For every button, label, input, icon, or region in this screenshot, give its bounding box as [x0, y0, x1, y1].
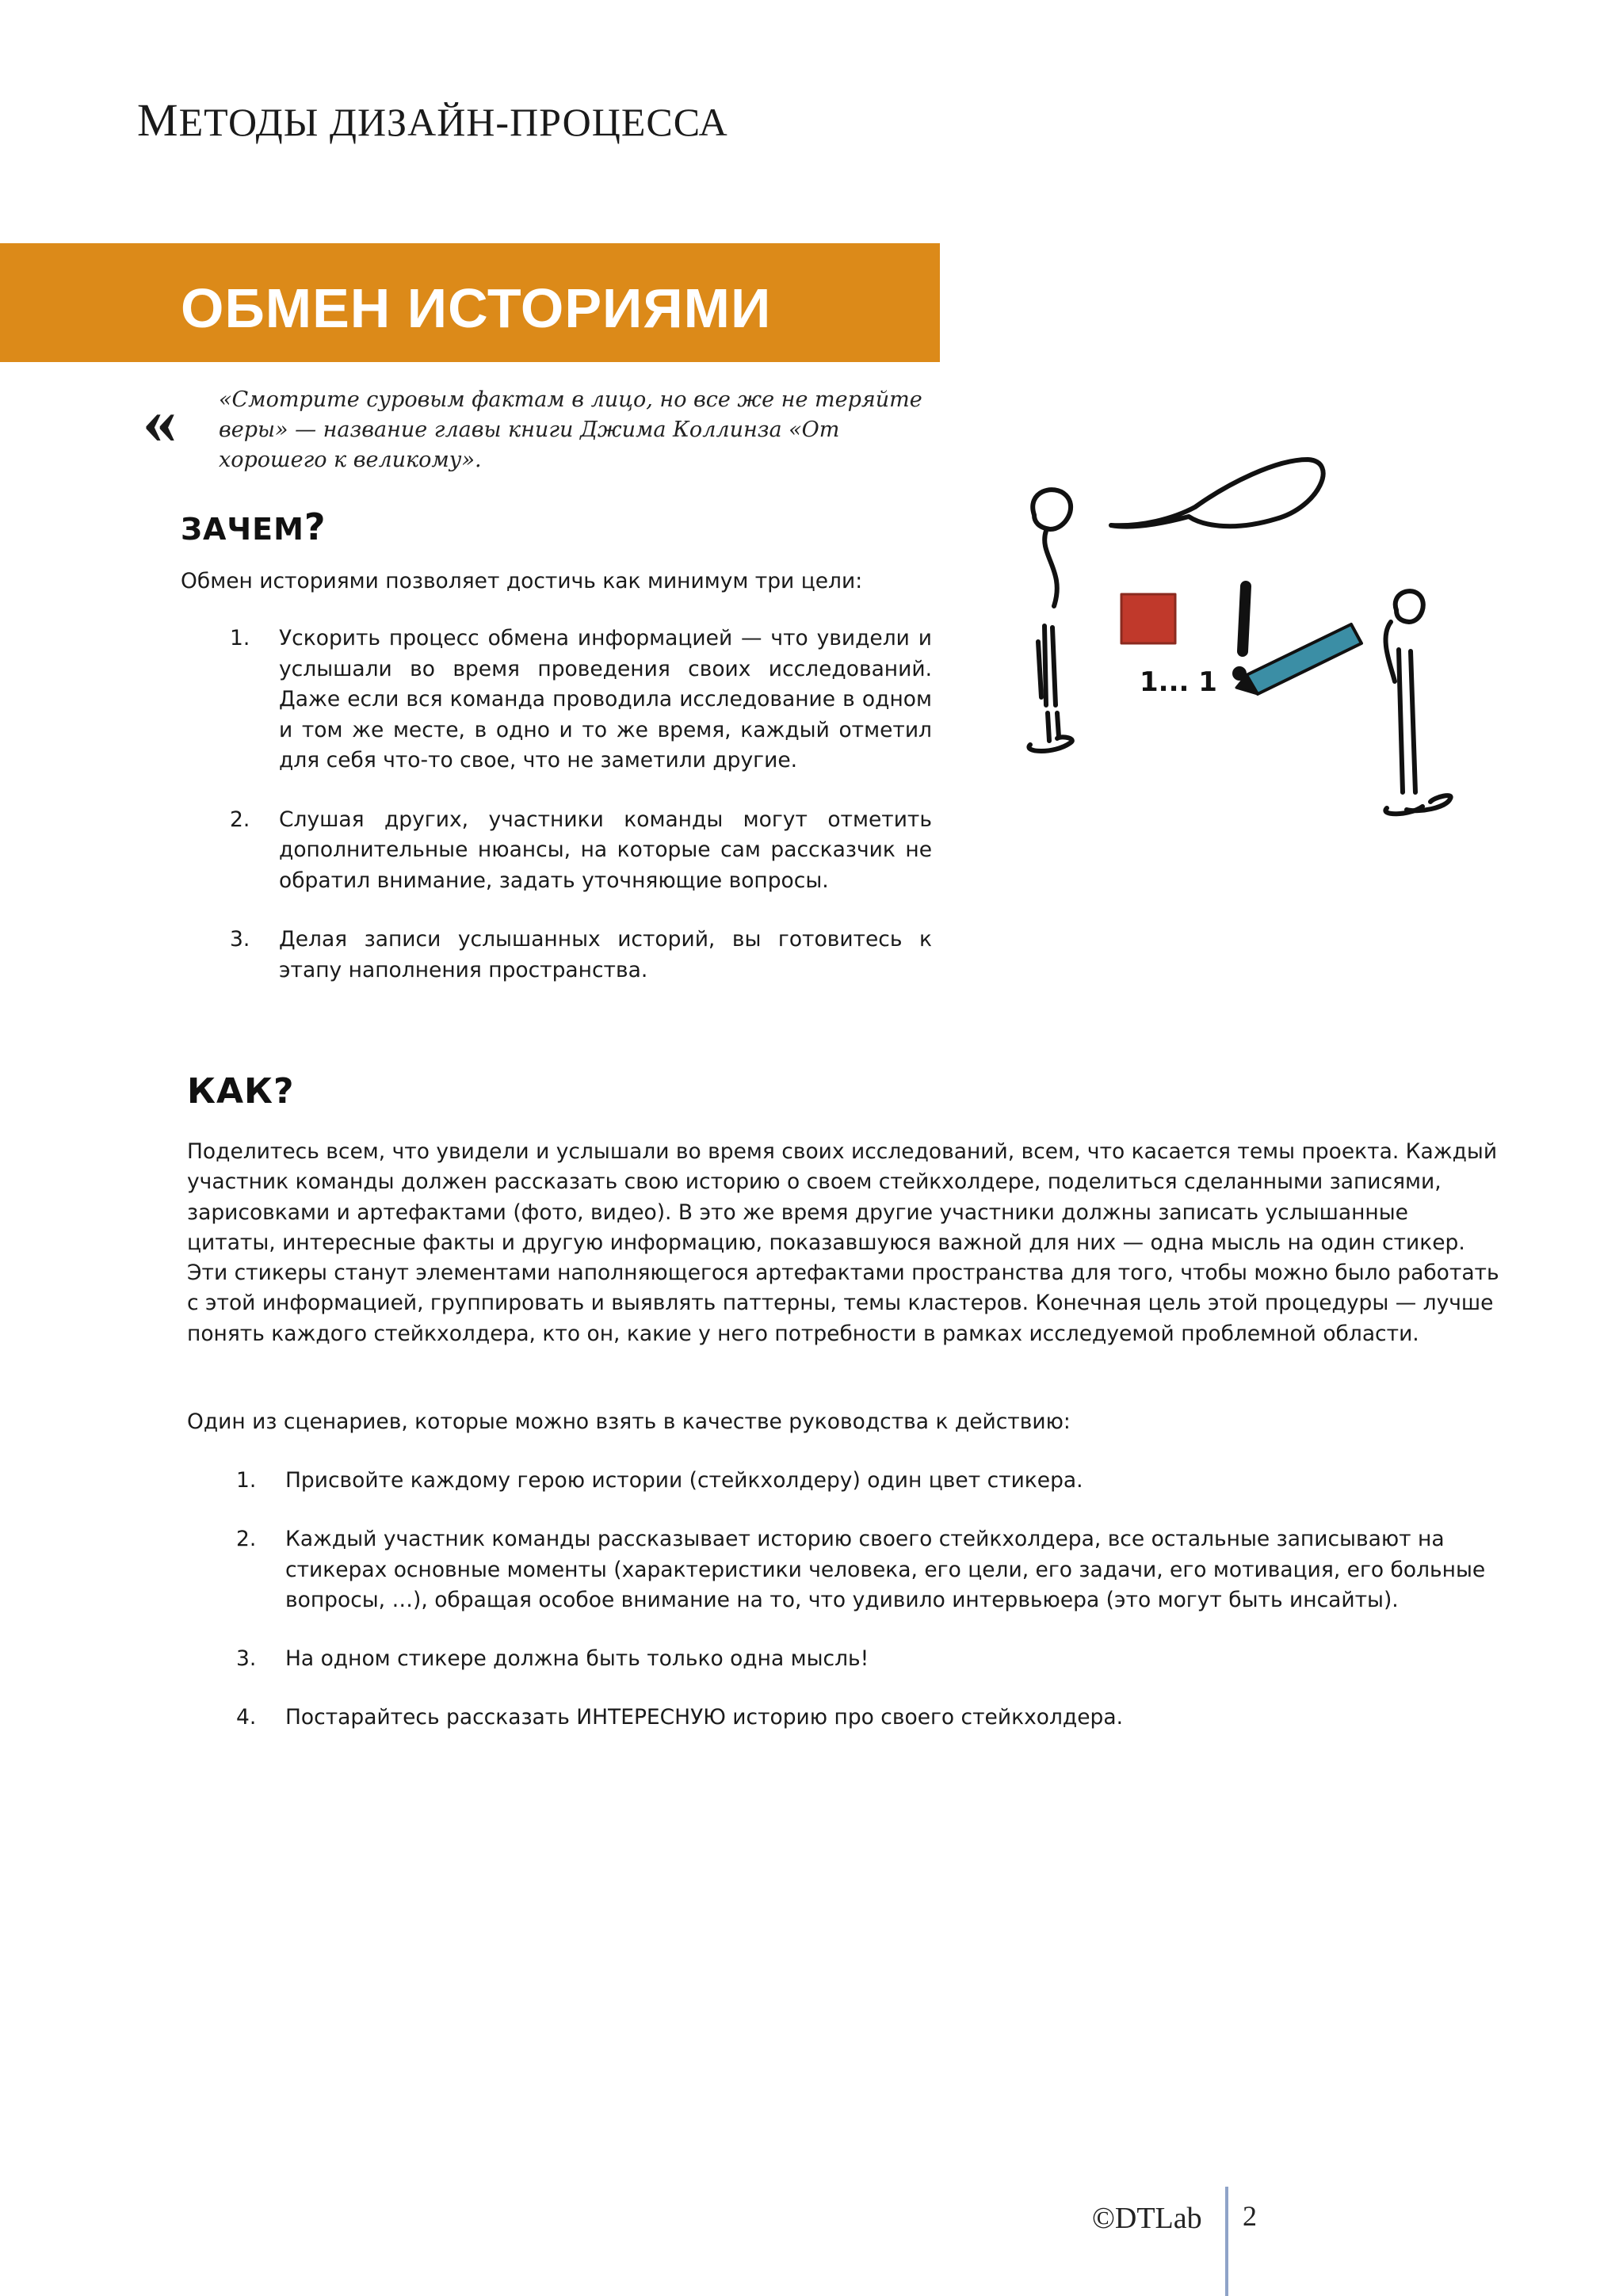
- marker-pen-icon: [1236, 624, 1361, 694]
- list-item: [187, 1524, 1503, 1615]
- list-item-text: Постарайтесь рассказать ИНТЕРЕСНУЮ историю про своего стейкхолдера.: [285, 1705, 1124, 1730]
- listener-figure-icon: [1385, 591, 1450, 814]
- list-item: [179, 624, 932, 776]
- list-item: [179, 805, 932, 897]
- list-item-text: Ускорить процесс обмена информацией — что увидели и услышали во время проведения своих исследований. Даже если вся команда проводила исследование в одном и том же месте, в одно и то же время, каждый отметил для себя что-то свое, что не заметили другие.: [279, 626, 932, 772]
- list-number: 1.: [230, 626, 250, 650]
- epigraph-quote: «Смотрите суровым фактам в лицо, но все же не теряйте веры» — название главы книги Джима Коллинза «От хорошего к великому».: [219, 387, 922, 472]
- list-item: [187, 1703, 1503, 1733]
- exclamation-icon: [1235, 586, 1246, 678]
- list-number: 2.: [230, 807, 250, 832]
- list-item: [187, 1466, 1503, 1496]
- why-intro: Обмен историями позволяет достичь как минимум три цели:: [181, 569, 863, 593]
- list-item: [187, 1644, 1503, 1674]
- list-number: 1.: [236, 1468, 257, 1493]
- page-number: 2: [1243, 2200, 1257, 2232]
- section-banner: [0, 243, 940, 362]
- how-lead-text: Один из сценариев, которые можно взять в качестве руководства к действию:: [187, 1409, 1071, 1434]
- document-header: [137, 93, 728, 147]
- list-item-text: Присвойте каждому герою истории (стейкхолдеру) один цвет стикера.: [285, 1468, 1083, 1493]
- footer-brand: ©DTLab: [1092, 2202, 1202, 2235]
- storytelling-illustration: [991, 444, 1498, 824]
- list-number: 3.: [230, 927, 250, 952]
- section-title: ОБМЕН ИСТОРИЯМИ: [181, 277, 772, 339]
- counter-text: 1... 1: [1140, 666, 1217, 698]
- why-heading-question: ?: [304, 505, 327, 548]
- header-initial: М: [137, 94, 179, 146]
- how-body-text: Поделитесь всем, что увидели и услышали во время своих исследований, всем, что касается темы проекта. Каждый участник команды должен рассказать свою историю о своем стейкхолдере, поделиться сделанными записями, зарисовками и артефактами (фото, видео). В это же время другие участники должны записать услышанные цитаты, интересные факты и другую информацию, показавшуюся важной для них — одна мысль на один стикер. Эти стикеры станут элементами наполняющегося артефактами пространства для того, чтобы можно было работать с этой информацией, группировать и выявлять паттерны, темы кластеров. Конечная цель этой процедуры — лучше понять каждого стейкхолдера, кто он, какие у него потребности в рамках исследуемой проблемной области.: [187, 1139, 1499, 1346]
- speaker-figure-icon: [1029, 490, 1071, 751]
- how-list: [187, 1466, 1503, 1762]
- list-item-text: Делая записи услышанных историй, вы готовитесь к этапу наполнения пространства.: [279, 927, 932, 982]
- list-item-text: Слушая других, участники команды могут отметить дополнительные нюансы, на которые сам рассказчик не обратил внимание, задать уточняющие вопросы.: [279, 807, 932, 893]
- list-item: [179, 925, 932, 986]
- why-heading: [181, 505, 327, 548]
- how-heading: КАК?: [187, 1071, 295, 1112]
- why-heading-text: ЗАЧЕМ: [181, 512, 304, 547]
- list-item-text: На одном стикере должна быть только одна мысль!: [285, 1646, 869, 1672]
- footer-divider: [1225, 2187, 1228, 2296]
- header-title-rest: ЕТОДЫ ДИЗАЙН-ПРОЦЕССА: [178, 100, 728, 144]
- red-sticker-icon: [1121, 594, 1175, 643]
- speech-bubble-icon: [1111, 460, 1323, 527]
- quote-mark-icon: «: [143, 382, 177, 458]
- list-item-text: Каждый участник команды рассказывает историю своего стейкхолдера, все остальные записывают на стикерах основные моменты (характеристики человека, его цели, его задачи, его мотивация, его больные вопросы, …), обращая особое внимание на то, что удивило интервьюера (это могут быть инсайты).: [285, 1527, 1486, 1612]
- list-number: 2.: [236, 1527, 257, 1552]
- why-list: [179, 624, 932, 1014]
- list-number: 4.: [236, 1705, 257, 1730]
- list-number: 3.: [236, 1646, 257, 1672]
